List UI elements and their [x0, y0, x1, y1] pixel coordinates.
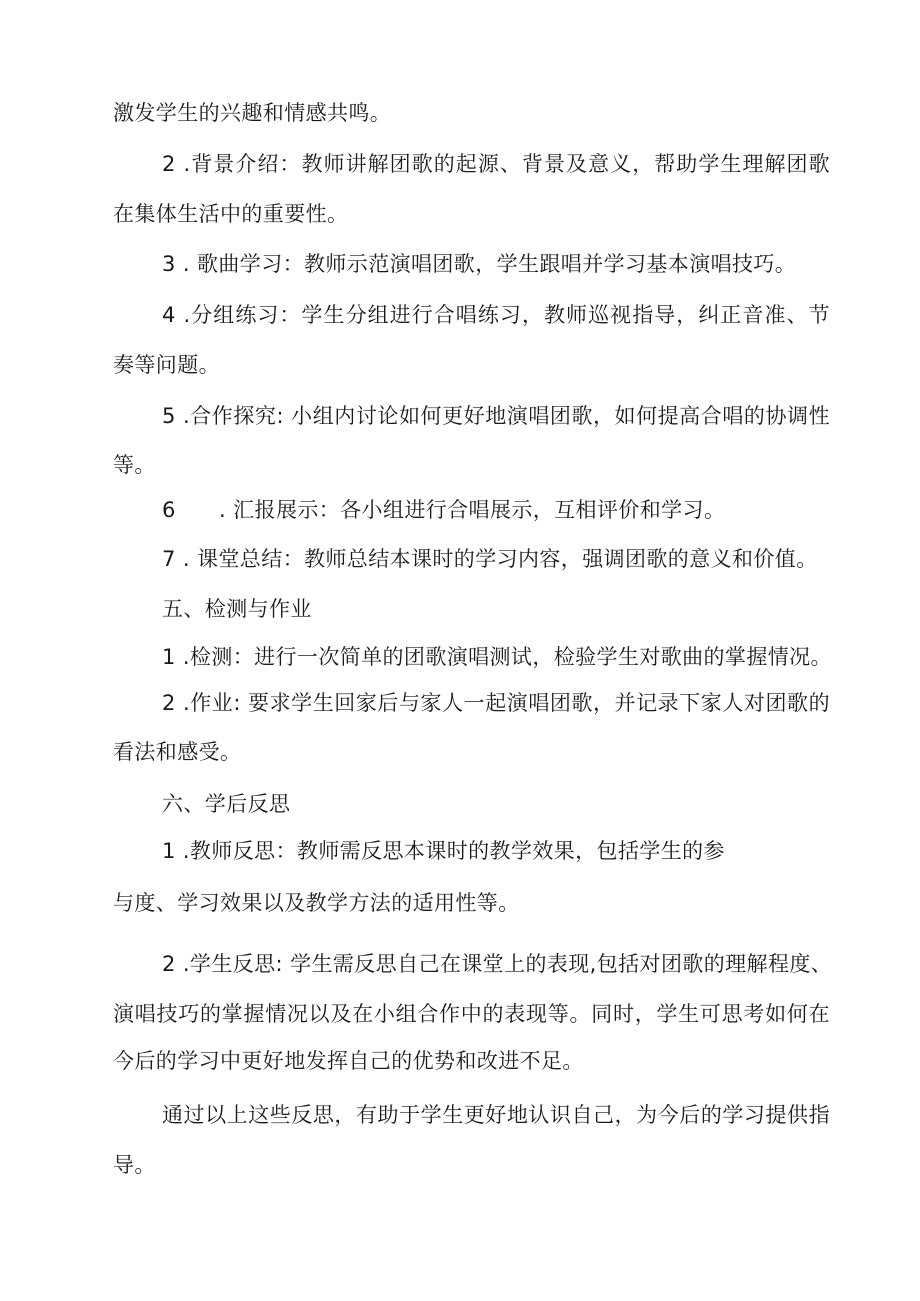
item-number: 1 — [162, 645, 176, 669]
heading-text: 五、检测与作业 — [162, 597, 312, 621]
list-item-group-practice — [162, 300, 830, 330]
line-text: .学生反思: 学生需反思自己在课堂上的表现,包括对团歌的理解程度、 — [182, 952, 833, 976]
paragraph-line — [113, 199, 348, 229]
paragraph-line — [113, 888, 520, 918]
section-heading-reflection — [162, 789, 290, 819]
heading-text: 六、学后反思 — [162, 792, 291, 816]
list-item-background — [162, 149, 830, 179]
line-text: .合作探究: 小组内讨论如何更好地演唱团歌，如何提高合唱的协调性 — [183, 404, 830, 428]
paragraph-line — [113, 999, 830, 1029]
item-number: 5 — [162, 404, 176, 428]
item-number: 3 — [162, 252, 176, 276]
paragraph-conclusion — [162, 1100, 830, 1130]
line-text: 导。 — [113, 1153, 156, 1177]
line-text: 奏等问题。 — [113, 353, 220, 377]
line-text: 今后的学习中更好地发挥自己的优势和改进不足。 — [113, 1049, 584, 1073]
line-text: . 汇报展示：各小组进行合唱展示，互相评价和学习。 — [219, 498, 726, 522]
line-text: . 歌曲学习：教师示范演唱团歌，学生跟唱并学习基本演唱技巧。 — [182, 252, 797, 276]
line-text: 看法和感受。 — [113, 740, 242, 764]
line-text: .分组练习：学生分组进行合唱练习，教师巡视指导，纠正音准、节 — [183, 303, 830, 327]
list-item-teacher-reflection — [162, 836, 725, 866]
item-number: 2 — [162, 691, 176, 715]
paragraph-line — [113, 1150, 156, 1180]
list-item-homework — [162, 688, 830, 718]
paragraph-line — [113, 737, 241, 767]
item-number: 2 — [162, 952, 176, 976]
paragraph-line — [113, 350, 220, 380]
item-number: 7 — [162, 547, 176, 571]
line-text: 与度、学习效果以及教学方法的适用性等。 — [113, 891, 520, 915]
line-text: 通过以上这些反思，有助于学生更好地认识自己，为今后的学习提供指 — [162, 1103, 830, 1127]
line-text: .作业: 要求学生回家后与家人一起演唱团歌，并记录下家人对团歌的 — [183, 691, 830, 715]
list-item-report-show — [162, 495, 725, 525]
list-item-student-reflection — [162, 949, 833, 979]
item-number: 2 — [162, 152, 176, 176]
line-text: 激发学生的兴趣和情感共鸣。 — [113, 101, 392, 125]
paragraph-line — [113, 450, 156, 480]
item-number: 6 — [162, 498, 176, 522]
paragraph-line — [113, 98, 391, 128]
section-heading-testing-homework — [162, 594, 312, 624]
line-text: .检测：进行一次简单的团歌演唱测试，检验学生对歌曲的掌握情况。 — [182, 645, 832, 669]
item-number: 1 — [162, 839, 176, 863]
line-text: .背景介绍：教师讲解团歌的起源、背景及意义，帮助学生理解团歌 — [183, 152, 830, 176]
list-item-song-learning — [162, 249, 796, 279]
line-text: 等。 — [113, 453, 156, 477]
list-item-testing — [162, 642, 832, 672]
list-item-cooperative-inquiry — [162, 401, 830, 431]
paragraph-line — [113, 1046, 584, 1076]
line-text: .教师反思：教师需反思本课时的教学效果，包括学生的参 — [182, 839, 725, 863]
line-text: . 课堂总结：教师总结本课时的学习内容，强调团歌的意义和价值。 — [182, 547, 818, 571]
list-item-class-summary — [162, 544, 818, 574]
line-text: 在集体生活中的重要性。 — [113, 202, 349, 226]
item-number: 4 — [162, 303, 176, 327]
line-text: 演唱技巧的掌握情况以及在小组合作中的表现等。同时，学生可思考如何在 — [113, 1002, 830, 1026]
